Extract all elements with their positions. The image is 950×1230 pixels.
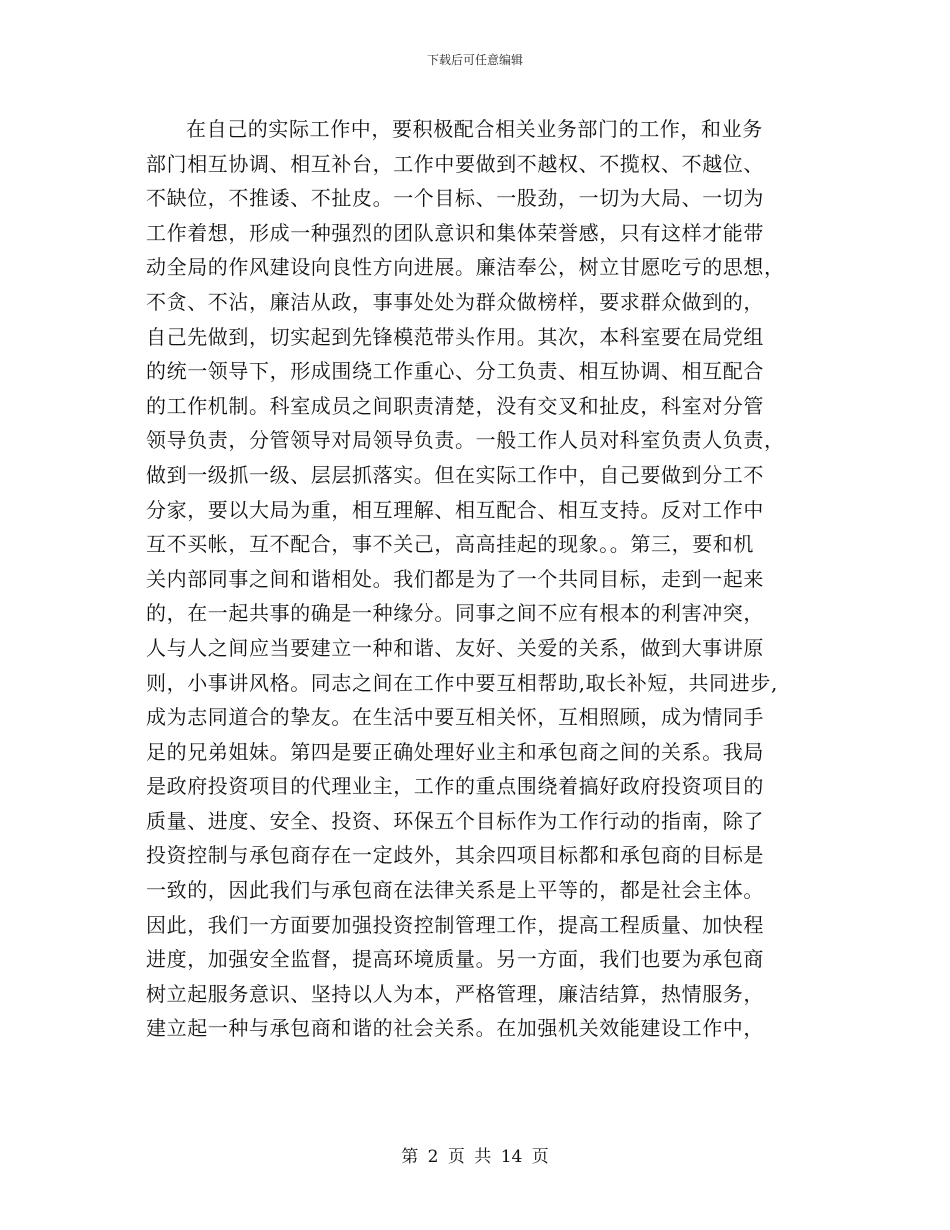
- text-line: 做到一级抓一级、层层抓落实。但在实际工作中，自己要做到分工不: [146, 462, 764, 487]
- text-line: 部门相互协调、相互补台，工作中要做到不越权、不揽权、不越位、: [146, 151, 764, 176]
- text-line: 动全局的作风建设向良性方向进展。廉洁奉公，树立甘愿吃亏的思想，: [146, 255, 785, 280]
- text-line: 的，在一起共事的确是一种缘分。同事之间不应有根本的利害冲突，: [146, 601, 764, 626]
- text-line: 进度，加强安全监督，提高环境质量。另一方面，我们也要为承包商: [146, 947, 764, 972]
- text-line: 领导负责，分管领导对局领导负责。一般工作人员对科室负责人负责，: [146, 428, 785, 453]
- text-line: 成为志同道合的挚友。在生活中要互相关怀，互相照顾，成为情同手: [146, 705, 764, 730]
- text-line: 质量、进度、安全、投资、环保五个目标作为工作行动的指南，除了: [146, 808, 764, 833]
- text-line: 是政府投资项目的代理业主，工作的重点围绕着搞好政府投资项目的: [146, 774, 764, 799]
- text-line: 树立起服务意识、坚持以人为本，严格管理，廉洁结算，热情服务，: [146, 981, 764, 1006]
- text-line: 分家，要以大局为重，相互理解、相互配合、相互支持。反对工作中: [146, 497, 764, 522]
- text-line: 不缺位，不推诿、不扯皮。一个目标、一股劲，一切为大局、一切为: [146, 186, 764, 211]
- text-line: 互不买帐，互不配合，事不关己，高高挂起的现象。。第三，要和机: [146, 532, 754, 557]
- text-line: 因此，我们一方面要加强投资控制管理工作，提高工程质量、加快程: [146, 912, 764, 937]
- text-line: 投资控制与承包商存在一定歧外，其余四项目标都和承包商的目标是: [146, 843, 764, 868]
- page-header: 下载后可任意编辑: [426, 53, 523, 67]
- text-line: 人与人之间应当要建立一种和谐、友好、关爱的关系，做到大事讲原: [146, 635, 764, 660]
- text-line: 的统一领导下，形成围绕工作重心、分工负责、相互协调、相互配合: [146, 359, 764, 384]
- page-number: 第 2 页 共 14 页: [401, 1147, 549, 1167]
- text-line: 一致的，因此我们与承包商在法律关系是上平等的，都是社会主体。: [146, 878, 764, 903]
- text-line: 不贪、不沾，廉洁从政，事事处处为群众做榜样，要求群众做到的，: [146, 289, 764, 314]
- text-line: 关内部同事之间和谐相处。我们都是为了一个共同目标，走到一起来: [146, 566, 764, 591]
- text-line: 足的兄弟姐妹。第四是要正确处理好业主和承包商之间的关系。我局: [146, 739, 764, 764]
- text-line: 在自己的实际工作中，要积极配合相关业务部门的工作，和业务: [186, 117, 763, 141]
- text-line: 的工作机制。科室成员之间职责清楚，没有交叉和扯皮，科室对分管: [146, 393, 764, 418]
- text-line: 则，小事讲风格。同志之间在工作中要互相帮助,取长补短，共同进步,: [146, 670, 778, 695]
- text-line: 建立起一种与承包商和谐的社会关系。在加强机关效能建设工作中，: [146, 1016, 764, 1041]
- text-line: 工作着想，形成一种强烈的团队意识和集体荣誉感，只有这样才能带: [146, 220, 764, 245]
- text-line: 自己先做到，切实起到先锋模范带头作用。其次，本科室要在局党组: [146, 324, 764, 349]
- body-paragraph: [146, 112, 806, 1046]
